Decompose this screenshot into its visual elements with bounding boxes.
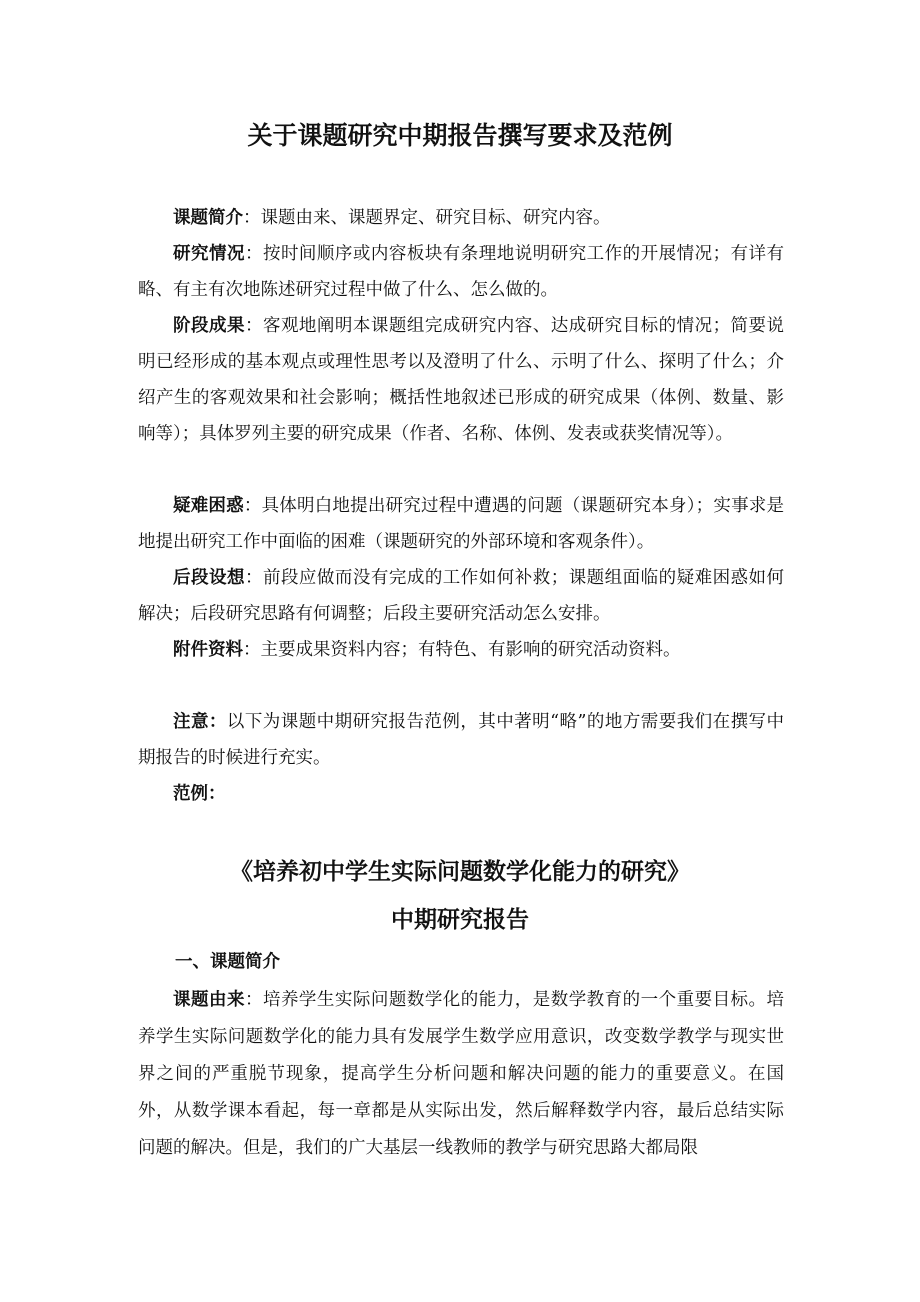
requirement-attachments-label: 附件资料: [173, 640, 243, 660]
note-sep: ：: [208, 712, 227, 732]
requirement-results-text: 客观地阐明本课题组完成研究内容、达成研究目标的情况；简要说明已经形成的基本观点或理性思考以及澄明了什么、示明了什么、探明了什么；介绍产生的客观效果和社会影响；概括性地叙述已形成的研究成果（体例、数量、影响等）；具体罗列主要的研究成果（作者、名称、体例、发表或获奖情况等）。: [138, 316, 785, 444]
section-heading-intro: 一、课题简介: [175, 952, 280, 972]
requirement-intro-sep: ：: [243, 208, 261, 228]
note-label: 注意: [173, 712, 209, 732]
origin-sep: ：: [244, 990, 263, 1010]
origin-text: 培养学生实际问题数学化的能力，是数学教育的一个重要目标。培养学生实际问题数学化的能力具有发展学生数学应用意识，改变数学教学与现实世界之间的严重脱节现象，提高学生分析问题和解决问题的能力的重要意义。在国外，从数学课本看起，每一章都是从实际出发，然后解释数学内容，最后总结实际问题的解决。但是，我们的广大基层一线教师的教学与研究思路大都局限: [138, 990, 785, 1158]
origin-paragraph: [138, 982, 784, 1167]
requirement-difficulties-label: 疑难困惑: [173, 496, 244, 516]
note-text: 以下为课题中期研究报告范例，其中著明“略”的地方需要我们在撰写中期报告的时候进行充实。: [138, 712, 784, 768]
requirement-plan-text: 前段应做而没有完成的工作如何补救；课题组面临的疑难困惑如何解决；后段研究思路有何调整；后段主要研究活动怎么安排。: [138, 568, 785, 624]
requirement-intro-label: 课题简介: [173, 208, 243, 228]
example-subtitle: 中期研究报告: [391, 907, 529, 933]
requirement-plan-label: 后段设想: [173, 568, 245, 588]
requirement-progress: [138, 236, 784, 308]
requirement-progress-text: 按时间顺序或内容板块有条理地说明研究工作的开展情况；有详有略、有主有次地陈述研究过程中做了什么、怎么做的。: [138, 244, 785, 300]
requirement-difficulties: [138, 488, 784, 560]
requirement-results-sep: ：: [244, 316, 263, 336]
document-title: 关于课题研究中期报告撰写要求及范例: [247, 121, 673, 150]
requirement-attachments-sep: ：: [243, 640, 261, 660]
requirement-results-label: 阶段成果: [173, 316, 245, 336]
requirement-intro: [138, 200, 784, 236]
requirement-results: [138, 308, 784, 452]
requirement-attachments: [138, 632, 784, 668]
example-label-text: 范例：: [173, 784, 226, 804]
requirement-progress-sep: ：: [244, 244, 263, 264]
requirement-difficulties-text: 具体明白地提出研究过程中遭遇的问题（课题研究本身）；实事求是地提出研究工作中面临的困难（课题研究的外部环境和客观条件）。: [138, 496, 785, 552]
requirement-plan-sep: ：: [244, 568, 263, 588]
origin-label: 课题由来: [173, 990, 245, 1010]
requirement-attachments-text: 主要成果资料内容；有特色、有影响的研究活动资料。: [260, 640, 681, 660]
example-title: 《培养初中学生实际问题数学化能力的研究》: [230, 859, 690, 885]
requirement-intro-text: 课题由来、课题界定、研究目标、研究内容。: [260, 208, 611, 228]
example-label: [138, 776, 784, 812]
note-paragraph: [138, 704, 784, 776]
requirement-difficulties-sep: ：: [243, 496, 262, 516]
requirement-progress-label: 研究情况: [173, 244, 245, 264]
requirement-plan: [138, 560, 784, 632]
